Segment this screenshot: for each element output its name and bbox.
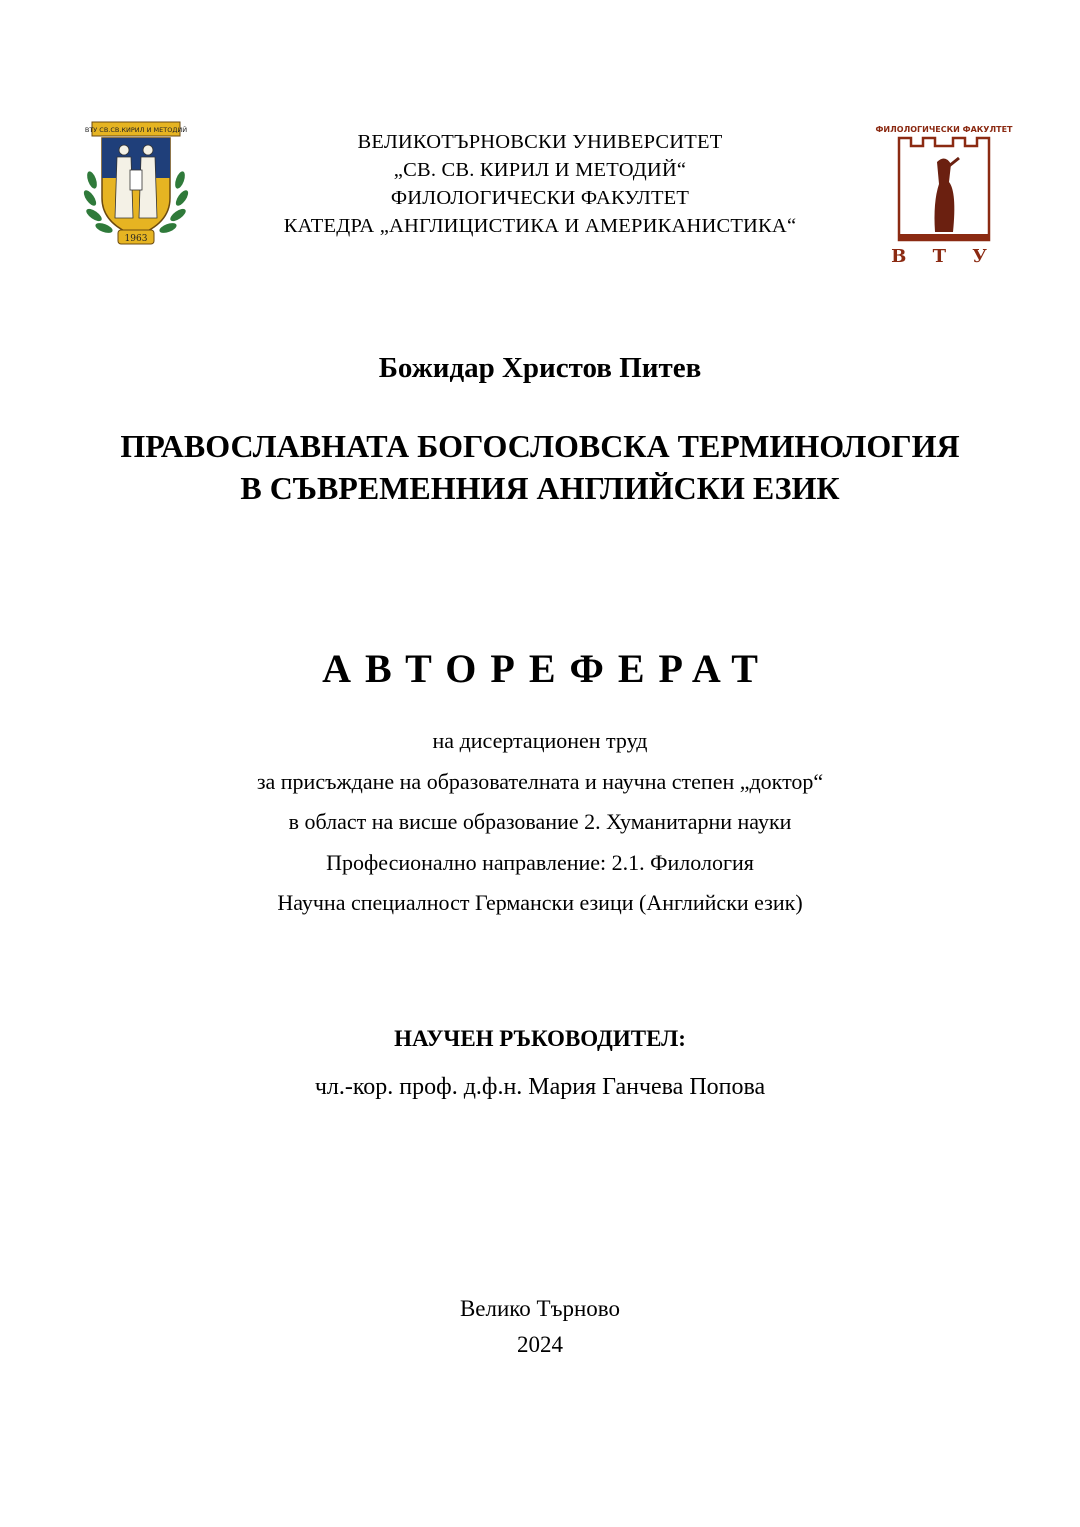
place-name: Велико Търново (459, 1296, 621, 1321)
supervisor-name: чл.-кор. проф. д.ф.н. Мария Ганчева Попова (314, 1074, 766, 1100)
place-and-year (0, 1291, 1080, 1363)
author-name: Божидар Христов Питев (378, 352, 702, 384)
emblem-banner-text: ВТУ СВ.СВ.КИРИЛ И МЕТОДИЙ (84, 126, 188, 134)
description-line: Научна специалност Германски езици (Английски език) (277, 890, 803, 915)
description-line: Професионално направление: 2.1. Филология (326, 849, 754, 875)
faculty-emblem-bottom-text: В Т У (891, 246, 997, 267)
faculty-name: ФИЛОЛОГИЧЕСКИ ФАКУЛТЕТ (390, 187, 690, 209)
faculty-emblem-logo (875, 122, 1013, 268)
description-line: за присъждане на образователната и научна степен „доктор“ (256, 768, 824, 794)
description-line: на дисертационен труд (432, 728, 648, 753)
supervisor-label: НАУЧЕН РЪКОВОДИТЕЛ: (394, 1026, 686, 1051)
institution-header (200, 128, 880, 240)
publication-year: 2024 (517, 1332, 563, 1357)
university-emblem-logo (82, 120, 190, 250)
department-name: КАТЕДРА „АНГЛИЦИСТИКА И АМЕРИКАНИСТИКА“ (283, 215, 797, 237)
dissertation-description (0, 721, 1080, 924)
description-line: в област на висше образование 2. Хуманитарни науки (288, 809, 792, 834)
university-name: ВЕЛИКОТЪРНОВСКИ УНИВЕРСИТЕТ (357, 131, 723, 153)
emblem-year: 1963 (124, 234, 148, 244)
title-line-1: ПРАВОСЛАВНАТА БОГОСЛОВСКА ТЕРМИНОЛОГИЯ (120, 428, 960, 464)
university-patron: „СВ. СВ. КИРИЛ И МЕТОДИЙ“ (393, 159, 687, 181)
document-type-heading: АВТОРЕФЕРАТ (322, 646, 772, 691)
faculty-emblem-top-text: ФИЛОЛОГИЧЕСКИ ФАКУЛТЕТ (875, 125, 1013, 134)
dissertation-title (0, 425, 1080, 509)
title-line-2: В СЪВРЕМЕННИЯ АНГЛИЙСКИ ЕЗИК (240, 470, 840, 506)
